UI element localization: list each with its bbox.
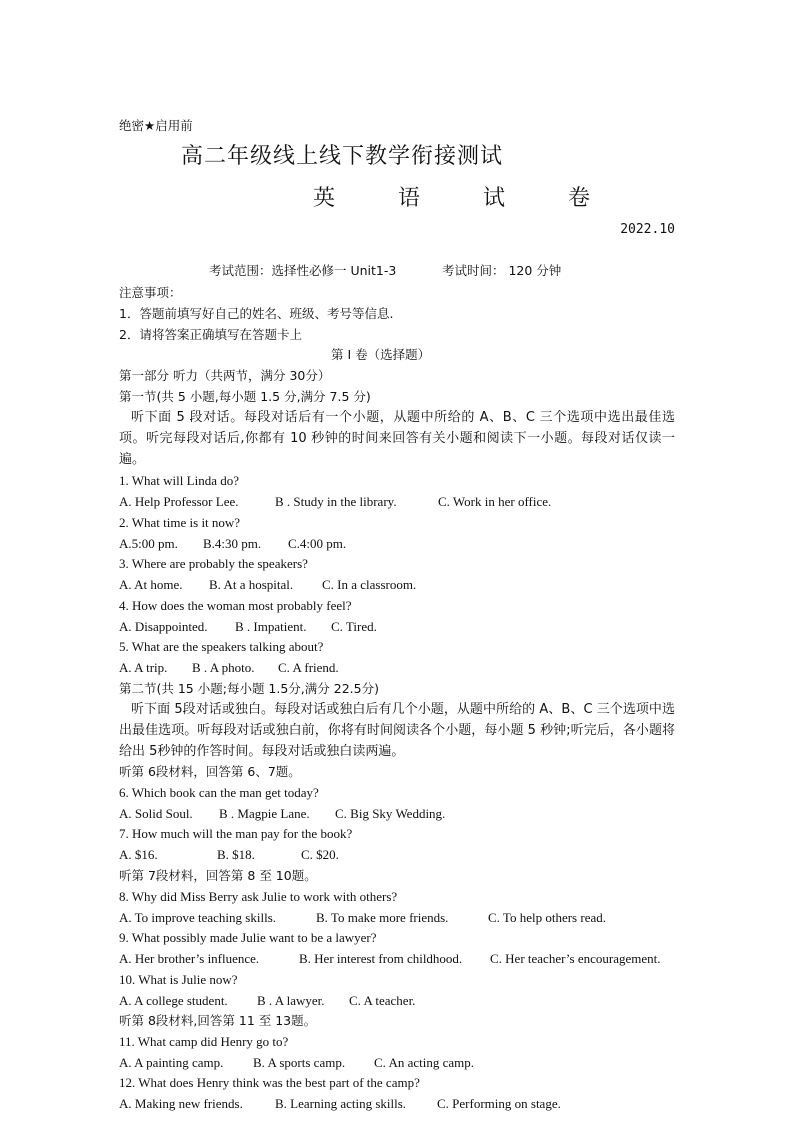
note-item: 1．答题前填写好自己的姓名、班级、考号等信息. (119, 306, 394, 321)
section1-title: 第一节(共 5 小题,每小题 1.5 分,满分 7.5 分) (119, 389, 371, 404)
option-a: A. A college student. (119, 993, 228, 1008)
option-b: B . A photo. (192, 660, 255, 675)
option-c: C. Big Sky Wedding. (335, 806, 446, 821)
section1-instructions: 听下面 5 段对话。每段对话后有一个小题，从题中所给的 A、B、C 三个选项中选出最佳选项。听完每段对话后,你都有 10 秒钟的时间来回答有关小题和阅读下一小题。每段对话仅读一遍。 (119, 410, 675, 467)
option-b: B. To make more friends. (316, 910, 449, 925)
exam-subtitle: 英 语 试 卷 (313, 186, 618, 211)
option-a: A. A trip. (119, 660, 168, 675)
option-b: B. A sports camp. (253, 1055, 346, 1070)
section2-instructions: 听下面 5段对话或独白。每段对话或独白后有几个小题，从题中所给的 A、B、C 三个选项中选出最佳选项。听每段对话或独白前，你将有时间阅读各个小题，每小题 5 秒钟;听完后，各小题将给出 5秒钟的作答时间。每段对话或独白读两遍。 (119, 702, 675, 759)
question-stem: 9. What possibly made Julie want to be a lawyer? (119, 930, 377, 945)
option-b: B . Study in the library. (275, 494, 397, 509)
notes-heading: 注意事项： (119, 285, 182, 300)
question-stem: 11. What camp did Henry go to? (119, 1034, 289, 1049)
section2-title: 第二节(共 15 小题;每小题 1.5分,满分 22.5分) (119, 681, 379, 696)
option-c: C. In a classroom. (322, 577, 417, 592)
option-b: B . A lawyer. (257, 993, 325, 1008)
question-stem: 2. What time is it now? (119, 515, 241, 530)
exam-title: 高二年级线上线下教学衔接测试 (181, 144, 504, 169)
option-a: A. Making new friends. (119, 1096, 243, 1111)
option-c: C. A teacher. (349, 993, 416, 1008)
option-a: A. To improve teaching skills. (119, 910, 276, 925)
exam-scope: 考试范围：选择性必修一 Unit1-3 (209, 263, 397, 278)
question-stem: 10. What is Julie now? (119, 972, 238, 987)
question-stem: 3. Where are probably the speakers? (119, 556, 308, 571)
option-b: B . Impatient. (235, 619, 307, 634)
exam-time: 考试时间： 120 分钟 (442, 263, 562, 278)
option-c: C. Work in her office. (438, 494, 552, 509)
option-a: A. Her brother’s influence. (119, 951, 260, 966)
question-stem: 6. Which book can the man get today? (119, 785, 319, 800)
exam-date: 2022.10 (620, 222, 675, 237)
question-stem: 4. How does the woman most probably feel? (119, 598, 352, 613)
option-a: A. A painting camp. (119, 1055, 224, 1070)
option-c: C. To help others read. (488, 910, 606, 925)
option-a: A. $16. (119, 847, 158, 862)
note-item: 2．请将答案正确填写在答题卡上 (119, 327, 302, 342)
option-c: C. An acting camp. (374, 1055, 475, 1070)
option-a: A. Help Professor Lee. (119, 494, 239, 509)
option-c: C.4:00 pm. (288, 536, 347, 551)
question-stem: 1. What will Linda do? (119, 473, 239, 488)
material-note: 听第 7段材料，回答第 8 至 10题。 (119, 868, 317, 883)
question-stem: 5. What are the speakers talking about? (119, 639, 324, 654)
option-c: C. $20. (301, 847, 339, 862)
confidential-label: 绝密★启用前 (119, 118, 193, 133)
option-a: A. Solid Soul. (119, 806, 193, 821)
material-note: 听第 6段材料，回答第 6、7题。 (119, 764, 301, 779)
option-b: B. Learning acting skills. (275, 1096, 407, 1111)
option-b: B. $18. (217, 847, 255, 862)
option-c: C. Her teacher’s encouragement. (490, 951, 661, 966)
option-c: C. A friend. (278, 660, 339, 675)
question-stem: 7. How much will the man pay for the book? (119, 826, 353, 841)
option-b: B. At a hospital. (209, 577, 294, 592)
option-a: A. At home. (119, 577, 183, 592)
option-a: A. Disappointed. (119, 619, 208, 634)
option-b: B . Magpie Lane. (219, 806, 310, 821)
option-c: C. Performing on stage. (437, 1096, 561, 1111)
question-stem: 12. What does Henry think was the best part of the camp? (119, 1075, 420, 1090)
question-stem: 8. Why did Miss Berry ask Julie to work with others? (119, 889, 398, 904)
option-c: C. Tired. (331, 619, 377, 634)
option-b: B. Her interest from childhood. (299, 951, 463, 966)
part1-title: 第一部分 听力（共两节，满分 30分） (119, 368, 331, 383)
option-b: B.4:30 pm. (203, 536, 262, 551)
option-a: A.5:00 pm. (119, 536, 178, 551)
material-note: 听第 8段材料,回答第 11 至 13题。 (119, 1013, 317, 1028)
volume-title: 第 I 卷（选择题） (331, 347, 431, 362)
